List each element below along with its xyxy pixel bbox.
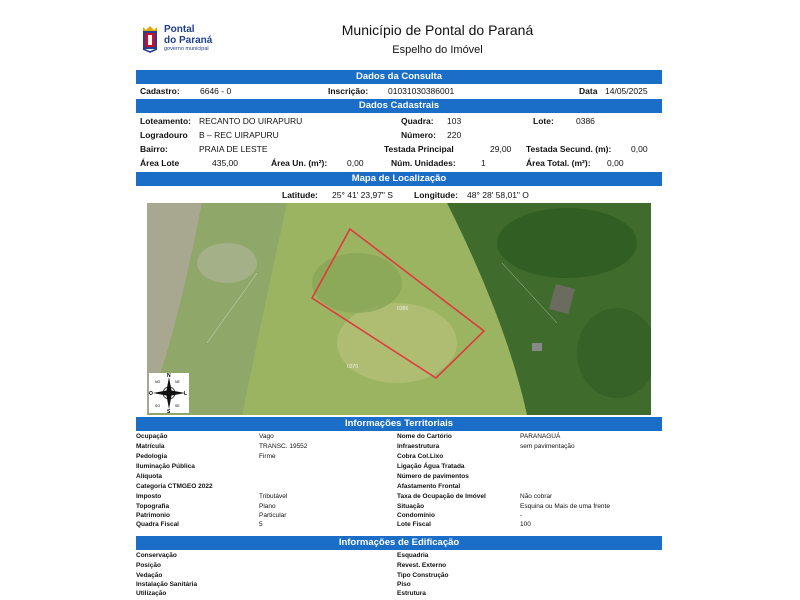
- field-label: Cobra Col.Lixo: [397, 453, 444, 460]
- logradouro-value: B – REC UIRAPURU: [199, 130, 279, 140]
- field-label: Quadra Fiscal: [136, 521, 179, 528]
- numero-value: 220: [447, 130, 462, 140]
- field-label: Instalação Sanitária: [136, 581, 198, 588]
- field-value: Particular: [259, 512, 287, 519]
- field-label: Matrícula: [136, 443, 165, 450]
- inscricao-label: Inscrição:: [328, 86, 369, 96]
- field-label: Vedação: [136, 572, 163, 579]
- map-lot-number: 0386: [397, 306, 409, 312]
- testada-principal-label: Testada Principal: [384, 144, 454, 154]
- field-label: Piso: [397, 581, 411, 588]
- field-label: Utilização: [136, 590, 167, 597]
- field-value: Vago: [259, 433, 274, 440]
- bairro-value: PRAIA DE LESTE: [199, 144, 268, 154]
- compass-south: S: [167, 409, 171, 413]
- field-value: -: [520, 512, 523, 519]
- compass-no: NO: [155, 380, 161, 384]
- field-label: Tipo Construção: [397, 572, 449, 579]
- loteamento-label: Loteamento:: [140, 116, 191, 126]
- field-label: Taxa de Ocupação de Imóvel: [397, 493, 486, 500]
- field-label: Pedologia: [136, 453, 168, 460]
- latitude-value: 25° 41' 23,97" S: [332, 190, 393, 200]
- numero-label: Número:: [401, 130, 436, 140]
- aerial-map-image: [147, 203, 651, 415]
- compass-se: SE: [175, 404, 180, 408]
- cadastro-label: Cadastro:: [140, 86, 180, 96]
- field-label: Condomínio: [397, 512, 435, 519]
- quadra-value: 103: [447, 116, 462, 126]
- field-value: sem pavimentação: [520, 443, 575, 450]
- compass-so: SO: [155, 404, 161, 408]
- municipality-logo: [136, 23, 236, 59]
- logo-tagline: governo municipal: [164, 46, 209, 52]
- area-total-value: 0,00: [607, 158, 624, 168]
- latitude-label: Latitude:: [282, 190, 318, 200]
- field-label: Iluminação Pública: [136, 463, 195, 470]
- section-header-consulta: Dados da Consulta: [136, 70, 662, 84]
- field-value: Esquina ou Mais de uma frente: [520, 503, 610, 510]
- data-value: 14/05/2025: [605, 86, 648, 96]
- loteamento-value: RECANTO DO UIRAPURU: [199, 116, 303, 126]
- area-lote-label: Área Lote: [140, 158, 180, 168]
- field-value: Plano: [259, 503, 276, 510]
- map-lot-number: 0370: [347, 364, 359, 370]
- field-label: Posição: [136, 562, 161, 569]
- num-unidades-value: 1: [481, 158, 486, 168]
- field-label: Estrutura: [397, 590, 426, 597]
- section-header-cadastrais: Dados Cadastrais: [136, 99, 662, 113]
- field-value: 100: [520, 521, 531, 528]
- compass-icon: [149, 373, 189, 413]
- section-header-edificacao: Informações de Edificação: [136, 536, 662, 550]
- field-value: 5: [259, 521, 263, 528]
- field-label: Afastamento Frontal: [397, 483, 461, 490]
- coat-of-arms-icon: [140, 25, 160, 53]
- testada-principal-value: 29,00: [490, 144, 512, 154]
- field-label: Esquadria: [397, 552, 429, 559]
- logo-line-2: do Paraná: [164, 35, 213, 46]
- compass-north: N: [167, 373, 171, 379]
- field-value: Firme: [259, 453, 276, 460]
- field-label: Número de pavimentos: [397, 473, 469, 480]
- field-label: Lote Fiscal: [397, 521, 431, 528]
- field-value: Tributável: [259, 493, 288, 500]
- compass-east: L: [184, 391, 188, 397]
- field-label: Revest. Externo: [397, 562, 447, 569]
- longitude-label: Longitude:: [414, 190, 458, 200]
- testada-secund-label: Testada Secund. (m):: [526, 144, 612, 154]
- cadastro-value: 6646 - 0: [200, 86, 232, 96]
- aerial-map[interactable]: [147, 203, 651, 415]
- field-label: Patrimonio: [136, 512, 170, 519]
- field-label: Ocupação: [136, 433, 168, 440]
- field-label: Ligação Água Tratada: [397, 463, 465, 470]
- area-un-label: Área Un. (m²):: [271, 158, 328, 168]
- quadra-label: Quadra:: [401, 116, 434, 126]
- logo-wordmark: [164, 24, 212, 53]
- page-title: Município de Pontal do Paraná: [341, 22, 534, 38]
- num-unidades-label: Núm. Unidades:: [391, 158, 456, 168]
- field-label: Situação: [397, 503, 425, 510]
- field-label: Conservação: [136, 552, 177, 559]
- testada-secund-value: 0,00: [631, 144, 648, 154]
- field-value: TRANSC. 19552: [259, 443, 308, 450]
- page-subtitle: Espelho do Imóvel: [392, 44, 483, 56]
- field-label: Infraestrutura: [397, 443, 440, 450]
- compass-ne: NE: [175, 380, 180, 384]
- field-label: Nome do Cartório: [397, 433, 452, 440]
- section-header-territoriais: Informações Territoriais: [136, 417, 662, 431]
- inscricao-value: 01031030386001: [388, 86, 455, 96]
- field-label: Topografia: [136, 503, 170, 510]
- logo-line-1: Pontal: [164, 24, 195, 35]
- field-label: Categoria CTMGEO 2022: [136, 483, 213, 490]
- area-un-value: 0,00: [347, 158, 364, 168]
- field-label: Alíquota: [136, 473, 162, 480]
- lote-label: Lote:: [533, 116, 554, 126]
- area-lote-value: 435,00: [212, 158, 238, 168]
- field-label: Imposto: [136, 493, 162, 500]
- compass-rose: [149, 373, 189, 413]
- bairro-label: Bairro:: [140, 144, 168, 154]
- lote-value: 0386: [576, 116, 595, 126]
- field-value: Não cobrar: [520, 493, 553, 500]
- section-header-mapa: Mapa de Localização: [136, 172, 662, 186]
- field-value: PARANAGUÁ: [520, 433, 561, 440]
- longitude-value: 48° 28' 58,01" O: [467, 190, 529, 200]
- logradouro-label: Logradouro: [140, 130, 188, 140]
- data-label: Data: [579, 86, 598, 96]
- compass-west: O: [149, 391, 153, 397]
- area-total-label: Área Total. (m²):: [526, 158, 591, 168]
